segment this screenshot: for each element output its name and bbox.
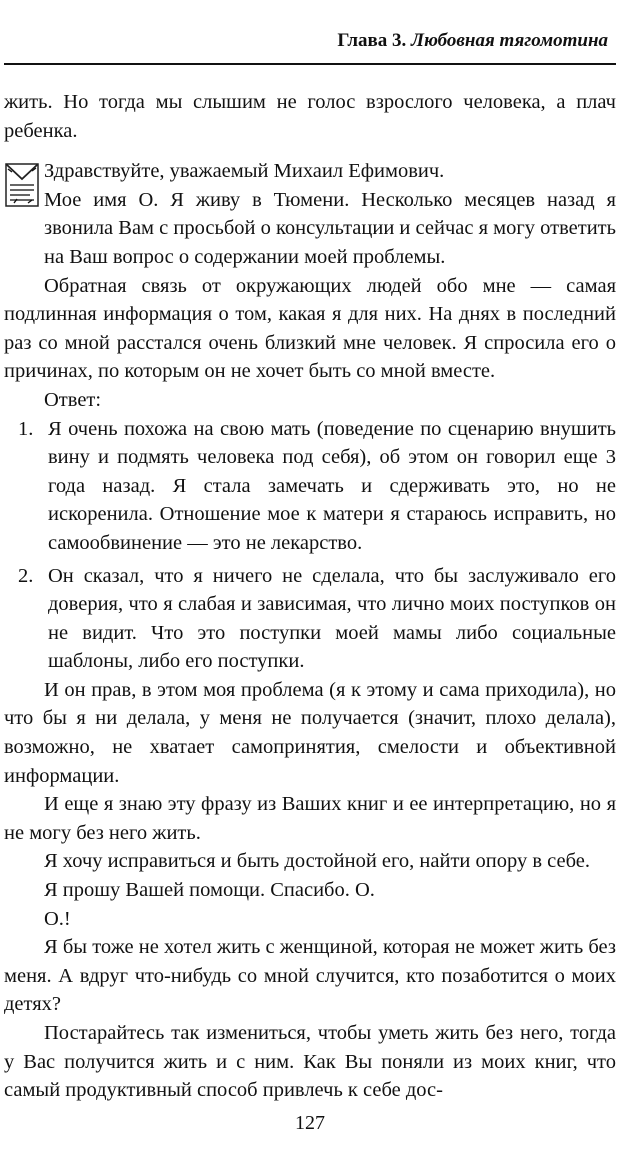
letter-icon	[4, 161, 40, 209]
paragraph-phrase: И еще я знаю эту фразу из Ваших книг и ее интерпретацию, но я не могу без него жить.	[4, 793, 616, 844]
paragraph-right: И он прав, в этом моя проблема (я к этому и сама приходила), но что бы я ни делала, у меня не получается (значит, плохо делала), возможно, не хватает самопринятия, смелости и объективной информации.	[4, 678, 616, 787]
list-item-text: Он сказал, что я ничего не сделала, что бы заслуживало его доверия, что я слабая и зависимая, что лично моих поступков он не видит. Что это поступки моей мамы либо социальные шаблоны, либо его поступки.	[48, 564, 616, 673]
intro-paragraph: жить. Но тогда мы слышим не голос взрослого человека, а плач ребенка.	[4, 91, 616, 142]
reply-salutation: О.!	[44, 907, 71, 930]
chapter-title: Любовная тягомотина	[411, 30, 608, 51]
list-item	[4, 415, 616, 558]
letter-greeting: Здравствуйте, уважаемый Михаил Ефимович.	[44, 160, 445, 183]
paragraph-improve: Я хочу исправиться и быть достойной его, найти опору в себе.	[44, 850, 590, 873]
body-text	[4, 88, 616, 1105]
chapter-label: Глава 3.	[337, 30, 407, 51]
paragraph-feedback: Обратная связь от окружающих людей обо мне — самая подлинная информация о том, какая я для них. На днях в последний раз со мной расстался очень близкий мне человек. Я спросила его о причинах, по которым он не хочет быть со мной вместе.	[4, 274, 616, 383]
list-item-text: Я очень похожа на свою мать (поведение по сценарию внушить вину и подмять человека под себя), об этом он говорил еще 3 года назад. Я стала замечать и сдерживать это, но не искоренила. Отношение мое к матери я стараюсь исправить, но самообвинение — это не лекарство.	[48, 417, 616, 554]
reply-paragraph-2: Постарайтесь так измениться, чтобы уметь жить без него, тогда у Вас получится жить и с ним. Как Вы поняли из моих книг, что самый продуктивный способ привлечь к себе дос-	[4, 1022, 616, 1102]
page-number: 127	[295, 1112, 325, 1134]
paragraph-thanks: Я прошу Вашей помощи. Спасибо. О.	[44, 879, 375, 902]
header-rule	[4, 63, 616, 65]
list-item	[4, 562, 616, 676]
letter-block	[4, 157, 616, 271]
answer-label: Ответ:	[44, 388, 102, 411]
reply-paragraph-1: Я бы тоже не хотел жить с женщиной, которая не может жить без меня. А вдруг что-нибудь со мной случится, кто позаботится о моих детях?	[4, 936, 616, 1016]
running-head	[337, 30, 608, 52]
answer-list	[4, 415, 616, 676]
list-item-number: 2.	[18, 564, 34, 587]
list-item-number: 1.	[18, 417, 34, 440]
letter-intro: Мое имя О. Я живу в Тюмени. Несколько месяцев назад я звонила Вам с просьбой о консультации и сейчас я могу ответить на Ваш вопрос о содержании моей проблемы.	[44, 188, 616, 268]
